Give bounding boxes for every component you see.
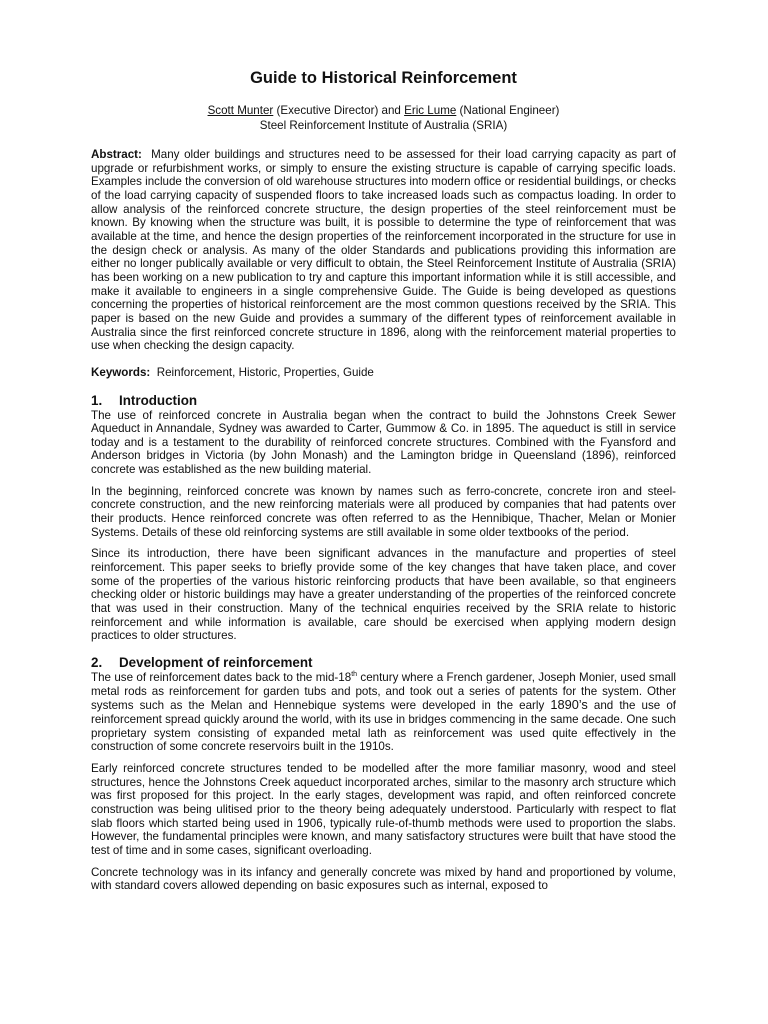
abstract-text: Many older buildings and structures need to be assessed for their load carrying capacity as part of upgrade or refurbishment works, or simply to ensure the existing structure is capable of carrying specific loads. Examples include the conversion of old warehouse structures into modern office or residential buildings, or checks of the load carrying capacity of suspended floors to take increased loads such as compactus loading. In order to allow analysis of the reinforced concrete structure, the design properties of the steel reinforcement must be known. By knowing when the structure was built, it is possible to determine the type of reinforcement that was available at the time, and hence the design properties of the reinforcement incorporated in the structure for use in the design check or analysis. As many of the older Standards and publications providing this information are either no longer publically available or very difficult to obtain, the Steel Reinforcement Institute of Australia (SRIA) has been working on a new publication to try and capture this important information while it is still accessible, and make it available to engineers in a single comprehensive Guide. The Guide is being developed as questions concerning the properties of historical reinforcement are the most common questions received by the SRIA. This paper is based on the new Guide and provides a summary of the different types of reinforcement available in Australia since the first reinforced concrete structure in 1896, along with the reinforcement material properties to use when checking the design capacity. [91,148,676,353]
author-role-lume: (National Engineer) [456,104,560,117]
affiliation: Steel Reinforcement Institute of Australia (SRIA) [259,118,508,132]
development-paragraph-1 [91,671,676,754]
paper-title: Guide to Historical Reinforcement [250,69,517,87]
intro-paragraph-2: In the beginning, reinforced concrete was known by names such as ferro-concrete, concrete iron and steel-concrete construction, and the new reinforcing materials were all produced by companies that had patents over their products. Hence reinforced concrete was often referred to as the Hennibique, Thacher, Melan or Monier Systems. Details of these old reinforcing systems are still available in some older textbooks of the period. [91,484,676,539]
section-heading-introduction [91,393,676,409]
intro-paragraph-3: Since its introduction, there have been significant advances in the manufacture and properties of steel reinforcement. This paper seeks to briefly provide some of the key changes that have taken place, and cover some of the properties of the various historic reinforcing products that have been available, so that engineers checking older or historic buildings may have a greater understanding of the properties of the reinforced concrete that was used in their construction. Many of the technical enquiries received by the SRIA relate to historic reinforcement and while information is available, care should be exercised when applying modern design practices to older structures. [91,547,676,643]
development-paragraph-2: Early reinforced concrete structures tended to be modelled after the more familiar masonry, wood and steel structures, hence the Johnstons Creek aqueduct incorporated arches, similar to the masonry arch structure which was first proposed for this project. In the early stages, development was rapid, and often reinforced concrete construction was being ulitised prior to the theory being adequately understood. Particularly with respect to flat slab floors which started being used in 1906, typically rule-of-thumb methods were used to proportion the slabs. However, the fundamental principles were known, and many satisfactory structures were built that have stood the test of time and in some cases, significant overloading. [91,761,676,857]
section-number: 2. [91,655,103,670]
text-run: The use of reinforcement dates back to the mid-18 [91,671,352,684]
keywords-label: Keywords: [91,365,151,379]
intro-paragraph-1: The use of reinforced concrete in Australia began when the contract to build the Johnstons Creek Sewer Aqueduct in Annandale, Sydney was awarded to Carter, Gummow & Co. in 1895. The aqueduct is still in service today and is a testament to the durability of reinforced concrete structures. Combined with the Fyansford and Anderson bridges in Victoria (by John Monash) and the Lamington bridge in Queensland (1896), reinforced concrete was established as the new building material. [91,408,676,477]
section-title: Development of reinforcement [119,655,313,670]
section-title: Introduction [119,392,198,408]
text-run: century where a French gardener, Joseph Monier, used small metal rods as reinforcement for garden tubs and pots, and took out a series of patents for the system. Other systems such as the Melan and Hennebique systems were developed in the early [91,671,676,713]
year-text: 1890’s [550,697,588,713]
keywords-text: Reinforcement, Historic, Properties, Guide [156,365,374,379]
superscript: th [351,671,358,678]
keywords-line [91,366,676,380]
author-line [91,104,676,119]
author-name-lume: Eric Lume [404,104,457,117]
section-number: 1. [91,392,103,408]
abstract-label: Abstract: [91,148,142,161]
author-role-munter: (Executive Director) and [273,104,405,117]
abstract-paragraph [91,148,676,353]
section-heading-development [91,655,676,671]
text-run: and the use of reinforcement spread quickly around the world, with its use in bridges commencing in the same decade. One such proprietary system consisting of expanded metal lath as reinforcement was used quite effectively in the construction of some concrete reservoirs built in the 1910s. [91,699,676,754]
development-paragraph-3: Concrete technology was in its infancy and generally concrete was mixed by hand and proportioned by volume, with standard covers allowed depending on basic exposures such as internal, exposed to [91,865,676,893]
author-name-munter: Scott Munter [207,104,274,117]
